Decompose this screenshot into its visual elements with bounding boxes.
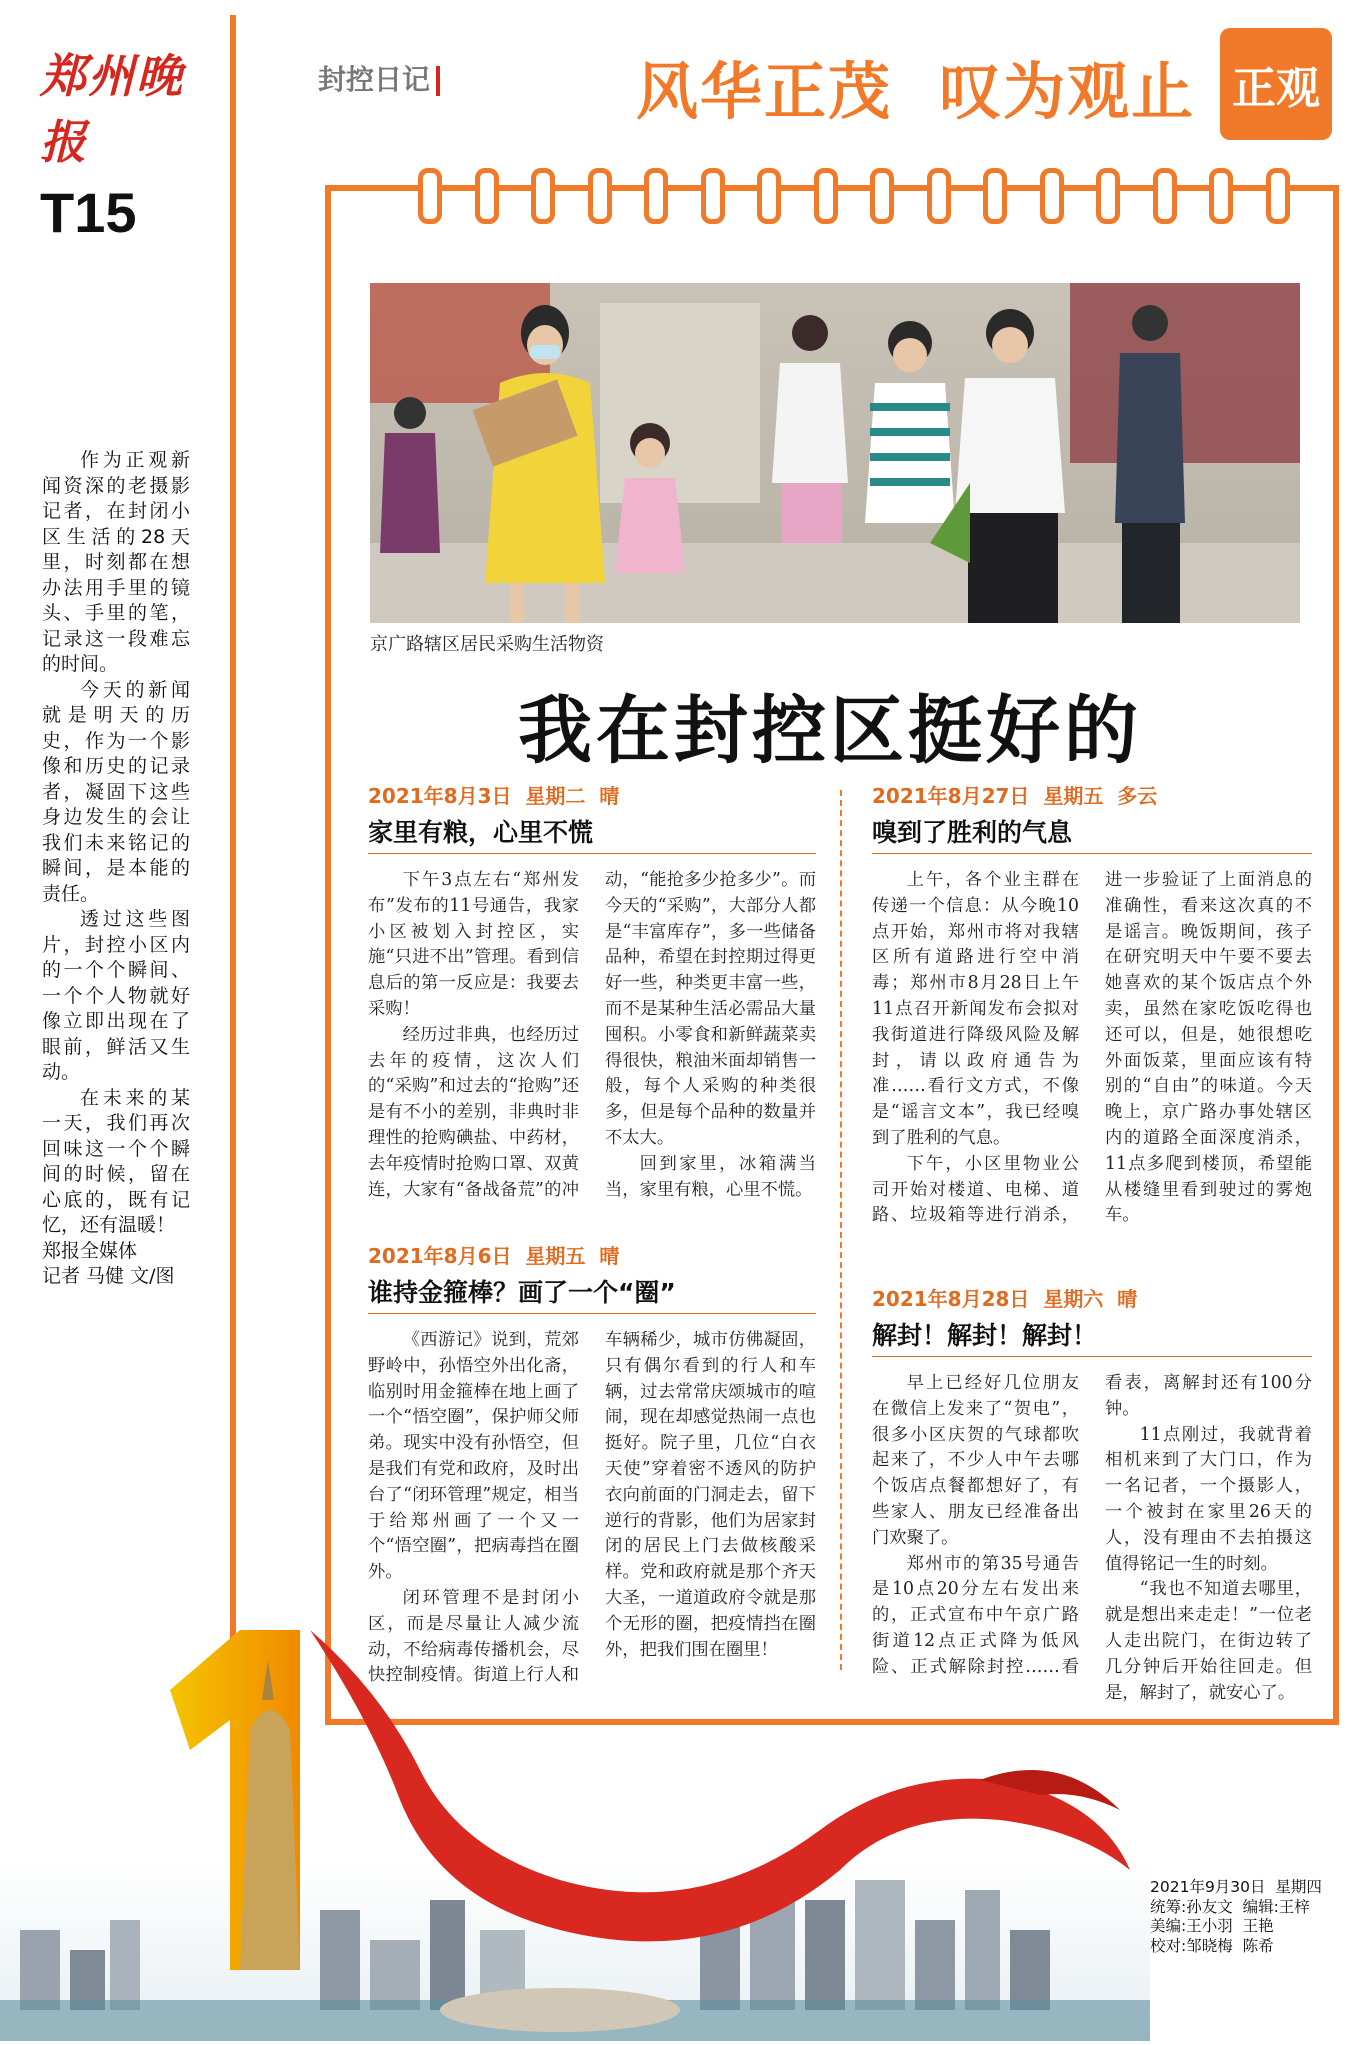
intro-author: 记者 马健 文/图 bbox=[42, 1265, 175, 1287]
calendar-ring bbox=[814, 168, 838, 224]
intro-column bbox=[42, 448, 190, 1290]
intro-author: 郑报全媒体 bbox=[42, 1239, 138, 1262]
article-paragraph: 下午，小区里物业公司开始对楼道、电梯、道路、垃圾箱等进行消杀，进一步验证了上面消息的准确性，看来这次真的不是谣言。晚饭期间，孩子在研究明天中午要不要去她喜欢的某个饭店点个外卖，虽然在家吃饭吃得也还可以，但是，她很想吃外面饭菜，里面应该有特别的“自由”的味道。今天晚上，京广路办事处辖区内的道路全面深度消杀，11点多爬到楼顶，希望能从楼缝里看到驶过的雾炮车。 bbox=[872, 870, 1312, 1226]
article-date: 2021年8月3日 星期二 晴 bbox=[368, 784, 620, 808]
article-title: 谁持金箍棒？画了一个“圈” bbox=[368, 1278, 676, 1307]
main-photo bbox=[370, 283, 1300, 623]
masthead bbox=[40, 40, 210, 245]
intro-paragraph: 作为正观新闻资深的老摄影记者，在封闭小区生活的28天里，时刻都在想办法用手里的镜头、手里的笔，记录这一段难忘的时间。 bbox=[42, 449, 190, 675]
article-date: 2021年8月27日 星期五 多云 bbox=[872, 784, 1158, 808]
article-paragraph: 下午3点左右“郑州发布”发布的11号通告，我家小区被划入封控区，实施“只进不出”管理。看到信息后的第一反应是：我要去采购！ bbox=[368, 870, 579, 1019]
headline: 我在封控区挺好的 bbox=[518, 688, 1142, 774]
article-date: 2021年8月28日 星期六 晴 bbox=[872, 1287, 1138, 1311]
article-paragraph: 经历过非典，也经历过去年的疫情，这次人们的“采购”和过去的“抢购”还是有不小的差别，非典时非理性的抢购碘盐、中药材，去年疫情时抢购口罩、双黄连，大家有“备战备荒”的冲动，“能抢多少抢多少”。而今天的“采购”，大部分人都是“丰富库存”，多一些储备品种，希望在封控期过得更好一些，种类更丰富一些，而不是某种生活必需品大量囤积。小零食和新鲜蔬菜卖得很快，粮油米面却销售一般，每个人采购的种类很多，但是每个品种的数量并不太大。 bbox=[368, 870, 816, 1200]
article-date: 2021年8月6日 星期五 晴 bbox=[368, 1244, 620, 1268]
intro-paragraph: 在未来的某一天，我们再次回味这一个个瞬间的时候，留在心底的，既有记忆，还有温暖！ bbox=[42, 1086, 190, 1236]
column-divider bbox=[840, 790, 842, 1670]
section-bar bbox=[436, 66, 440, 96]
credits-line: 美编:王小羽 王艳 bbox=[1150, 1917, 1274, 1935]
title-rule bbox=[872, 1356, 1312, 1357]
calendar-ring bbox=[927, 168, 951, 224]
credits-line: 校对:邹晓梅 陈希 bbox=[1150, 1936, 1274, 1955]
calendar-ring bbox=[757, 168, 781, 224]
calendar-ring bbox=[418, 168, 442, 224]
credits-line: 统筹:孙友文 编辑:王梓 bbox=[1150, 1897, 1310, 1916]
issue-date: 2021年9月30日 星期四 bbox=[1150, 1878, 1322, 1896]
section-label-text: 封控日记 bbox=[318, 63, 431, 96]
calendar-ring bbox=[1040, 168, 1064, 224]
calendar-ring bbox=[644, 168, 668, 224]
calendar-ring bbox=[870, 168, 894, 224]
photo-illustration bbox=[370, 283, 1300, 623]
article-body bbox=[872, 868, 1312, 1229]
calendar-ring bbox=[475, 168, 499, 224]
article-title: 家里有粮，心里不慌 bbox=[368, 818, 594, 847]
article-paragraph: 早上已经好几位朋友在微信上发来了“贺电”，很多小区庆贺的气球都吹起来了，不少人中午去哪个饭店点餐都想好了，有些家人、朋友已经准备出门欢聚了。 bbox=[872, 1373, 1079, 1548]
slogan: 风华正茂 叹为观止 bbox=[636, 55, 1196, 128]
title-rule bbox=[368, 853, 816, 854]
article-title: 解封！解封！解封！ bbox=[872, 1321, 1098, 1350]
calendar-ring bbox=[1096, 168, 1120, 224]
vertical-rule bbox=[230, 15, 236, 1715]
calendar-ring bbox=[1153, 168, 1177, 224]
photo-caption: 京广路辖区居民采购生活物资 bbox=[370, 634, 604, 655]
article-paragraph: 回到家里，冰箱满当当，家里有粮，心里不慌。 bbox=[605, 1153, 816, 1200]
newspaper-logo: 郑州晚报 bbox=[40, 49, 184, 169]
article-aug3 bbox=[368, 780, 816, 1203]
skyline-illustration bbox=[0, 1570, 1358, 2041]
article-paragraph: “我也不知道去哪里，就是想出来走走！”一位老人走出院门，在街边转了几分钟后开始往回走。但是，解封了，就安心了。 bbox=[1105, 1579, 1312, 1703]
article-title: 嗅到了胜利的气息 bbox=[872, 818, 1073, 847]
intro-paragraph: 透过这些图片，封控小区内的一个个瞬间、一个个人物就好像立即出现在了眼前，鲜活又生动。 bbox=[42, 908, 190, 1083]
calendar-ring bbox=[1266, 168, 1290, 224]
article-paragraph: 11点刚过，我就背着相机来到了大门口，作为一名记者，一个摄影人，一个被封在家里26天的人，没有理由不去拍摄这值得铭记一生的时刻。 bbox=[1105, 1424, 1312, 1574]
title-rule bbox=[872, 853, 1312, 854]
article-paragraph: 《西游记》说到，荒郊野岭中，孙悟空外出化斋，临别时用金箍棒在地上画了一个“悟空圈”，保护师父师弟。现实中没有孙悟空，但是我们有党和政府，及时出台了“闭环管理”规定，相当于给郑州画了一个又一个“悟空圈”，把病毒挡在圈外。 bbox=[368, 1330, 579, 1583]
article-paragraph: 上午，各个业主群在传递一个信息：从今晚10点开始，郑州市将对我辖区所有道路进行空中消毒；郑州市8月28日上午11点召开新闻发布会拟对我街道进行降级风险及解封，请以政府通告为准……看行文方式，不像是“谣言文本”，我已经嗅到了胜利的气息。 bbox=[872, 870, 1079, 1148]
credits-block bbox=[1150, 1878, 1322, 1956]
page-number: T15 bbox=[40, 181, 137, 244]
calendar-ring bbox=[588, 168, 612, 224]
calendar-ring bbox=[531, 168, 555, 224]
article-paragraph: 郑州市的第35号通告是10点20分左右发出来的，正式宣布中午京广路街道12点正式降为低风险、正式解除封控……看看表，离解封还有100分钟。 bbox=[872, 1373, 1312, 1677]
intro-paragraph: 今天的新闻就是明天的历史，作为一个影像和历史的记录者，凝固下这些身边发生的会让我们未来铭记的瞬间，是本能的责任。 bbox=[42, 678, 190, 905]
city-skyline-graphic bbox=[0, 1570, 1358, 2041]
article-aug27 bbox=[872, 780, 1312, 1229]
section-label bbox=[318, 58, 440, 98]
calendar-ring bbox=[983, 168, 1007, 224]
title-rule bbox=[368, 1313, 816, 1314]
calendar-ring bbox=[701, 168, 725, 224]
article-paragraph: 闭环管理不是封闭小区，而是尽量让人减少流动，不给病毒传播机会，尽快控制疫情。街道上行人和车辆稀少，城市仿佛凝固，只有偶尔看到的行人和车辆，过去常常庆颂城市的喧闹，现在却感觉热闹一点也挺好。院子里，几位“白衣天使”穿着密不透风的防护衣向前面的门洞走去，留下逆行的背影，他们为居家封闭的居民上门去做核酸采样。党和政府就是那个齐天大圣，一道道政府令就是那个无形的圈，把疫情挡在圈外，把我们围在圈里！ bbox=[368, 1330, 816, 1686]
article-body bbox=[368, 868, 816, 1203]
zhengguan-badge: 正观 bbox=[1220, 28, 1332, 140]
calendar-ring bbox=[1209, 168, 1233, 224]
